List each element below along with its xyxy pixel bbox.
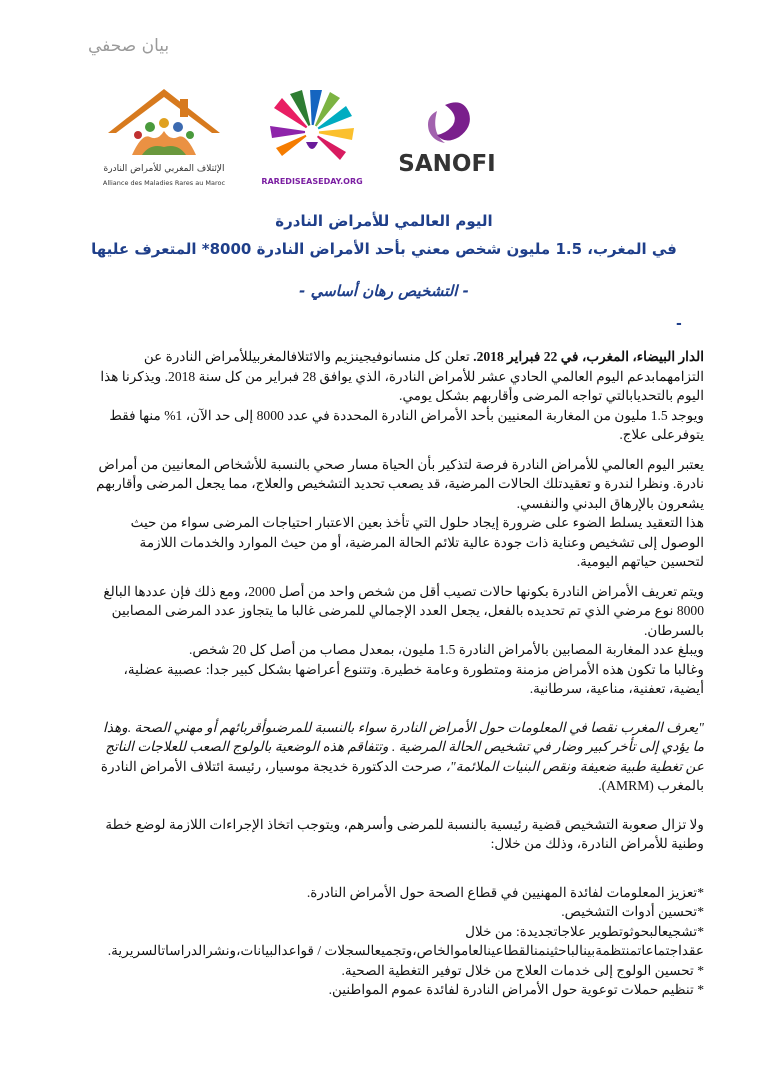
- list-item: * تحسين الولوج إلى خدمات العلاج من خلال توفير التغطية الصحية.: [341, 962, 704, 978]
- logos-row: [102, 85, 632, 195]
- alliance-name-ar: الإئتلاف المغربي للأمراض النادرة: [103, 164, 225, 174]
- alliance-logo: [102, 85, 227, 195]
- paragraph-symptoms: وغالبا ما تكون هذه الأمراض مزمنة ومتطورة وعامة خطيرة. وتتنوع أعراضها بشكل كبير جدا: عصبية عضلية، أيضية، تعفنية، مناعية، سرطانية.: [123, 661, 704, 696]
- intro-text: تعلن كل منسانوفيجينزيم والائتلافالمغربيللأمراض النادرة عن التزامهمابدعم اليوم العالمي الحادي عشر للأمراض النادرة، الذي يوافق 28 فبراير من كل سنة 2018. ويذكرنا هذا اليوم بالتحديابالتي تواجه المرضى وأقاربهم بشكل يومي.: [100, 349, 704, 403]
- headline-line-1: اليوم العالمي للأمراض النادرة: [275, 212, 493, 230]
- list-item: *تعزيز المعلومات لفائدة المهنيين في قطاع الصحة حول الأمراض النادرة.: [306, 884, 704, 900]
- alliance-name-fr: Alliance des Maladies Rares au Maroc: [102, 179, 226, 187]
- paragraph-diagnosis: ولا تزال صعوبة التشخيص قضية رئيسية بالنسبة للمرضى وأسرهم، ويتوجب اتخاذ الإجراءات اللازمة لوضع خطة وطنية للأمراض النادرة، وذلك من خلال:: [105, 816, 704, 851]
- paragraph-morocco-count: ويبلغ عدد المغاربة المصابين بالأمراض النادرة 1.5 مليون، بمعدل مصاب من أصل كل 20 شخص.: [188, 642, 704, 657]
- quote-attribution: صرحت الدكتورة خديجة موسيار، رئيسة ائتلاف الأمراض النادرة بالمغرب (AMRM).: [100, 758, 704, 793]
- paragraph-definition: ويتم تعريف الأمراض النادرة بكونها حالات تصيب أقل من شخص واحد من أصل 2000، ومع ذلك فإن عددها البالغ 8000 نوع مرضي الذي تم تحديده بالفعل، يجعل العدد الإجمالي للمرضى غالبا ما يتجاوز عدد المرضى المصابين بالسرطان.: [103, 583, 704, 638]
- headline-subtitle: - التشخيص رهان أساسي -: [299, 282, 469, 300]
- sanofi-logo: [385, 93, 515, 183]
- paragraph-awareness: يعتبر اليوم العالمي للأمراض النادرة فرصة لتذكير بأن الحياة مسار صحي بالنسبة للأشخاص المعانيين من أمراض نادرة. ونظرا لندرة و تعقيدتلك الحالات المرضية، قد يصعب تحديد التشخيص والعلاج، مما يجعل المرضى وأقاربهم يشعرون بالإرهاق البدني والنفسي.: [96, 456, 704, 511]
- headline-block: [60, 212, 708, 300]
- rare-disease-day-logo: [252, 90, 372, 190]
- dateline: الدار البيضاء، المغرب، في 22 فبراير 2018.: [473, 349, 704, 364]
- paragraph-intro: [96, 347, 704, 406]
- headline-line-2: في المغرب، 1.5 مليون شخص معني بأحد الأمراض النادرة 8000* المتعرف عليها: [91, 240, 677, 258]
- quote-text: "يعرف المغرب نقصا في المعلومات حول الأمراض النادرة سواء بالنسبة للمرضىوأقربائهم أو مهني الصحة .وهذا ما يؤدي إلى تأخر كبير وضار في تشخيص الحالة المرضية . وتتفاقم هذه الوضعية بالولوج الصعب للعلاجات الناتج عن تغطية طبية ضعيفة ونقص البنيات الملائمة"،: [103, 719, 704, 774]
- press-release-label: بيان صحفي: [88, 36, 170, 56]
- list-item: * تنظيم حملات توعوية حول الأمراض النادرة لفائدة عموم المواطنين.: [328, 982, 704, 997]
- paragraph-complexity: هذا التعقيد يسلط الضوء على ضرورة إيجاد حلول التي تأخذ بعين الاعتبار احتياجات المرضى سواء من حيث الوصول إلى تشخيص وعناية ذات جودة عالية تلائم الحالة المرضية، أو من حيث الموارد والخدمات اللازمة لتحسين حياتهم اليومية.: [130, 515, 704, 569]
- sanofi-wordmark: SANOFI: [398, 151, 496, 177]
- list-item: *تشجيعالبحوثوتطوير علاجاتجديدة: من خلال عقداجتماعاتمنتظمةبينالباحثينمنالقطاعينالعاموالخاص،وتجميعالسجلات / قواعدالبيانات،ونشرالدراساتالسريرية.: [107, 923, 704, 958]
- body-text: [96, 347, 704, 1000]
- quote-paragraph: [96, 718, 704, 796]
- list-item: *تحسين أدوات التشخيص.: [561, 904, 704, 919]
- rdd-url-text: RAREDISEASEDAY.ORG: [261, 177, 363, 186]
- paragraph-stats: ويوجد 1.5 مليون من المغاربة المعنيين بأحد الأمراض النادرة المحددة في عدد 8000 إلى حد الآن، 1% منها فقط يتوفرعلى علاج.: [109, 407, 704, 442]
- separator-dash: -: [676, 316, 682, 332]
